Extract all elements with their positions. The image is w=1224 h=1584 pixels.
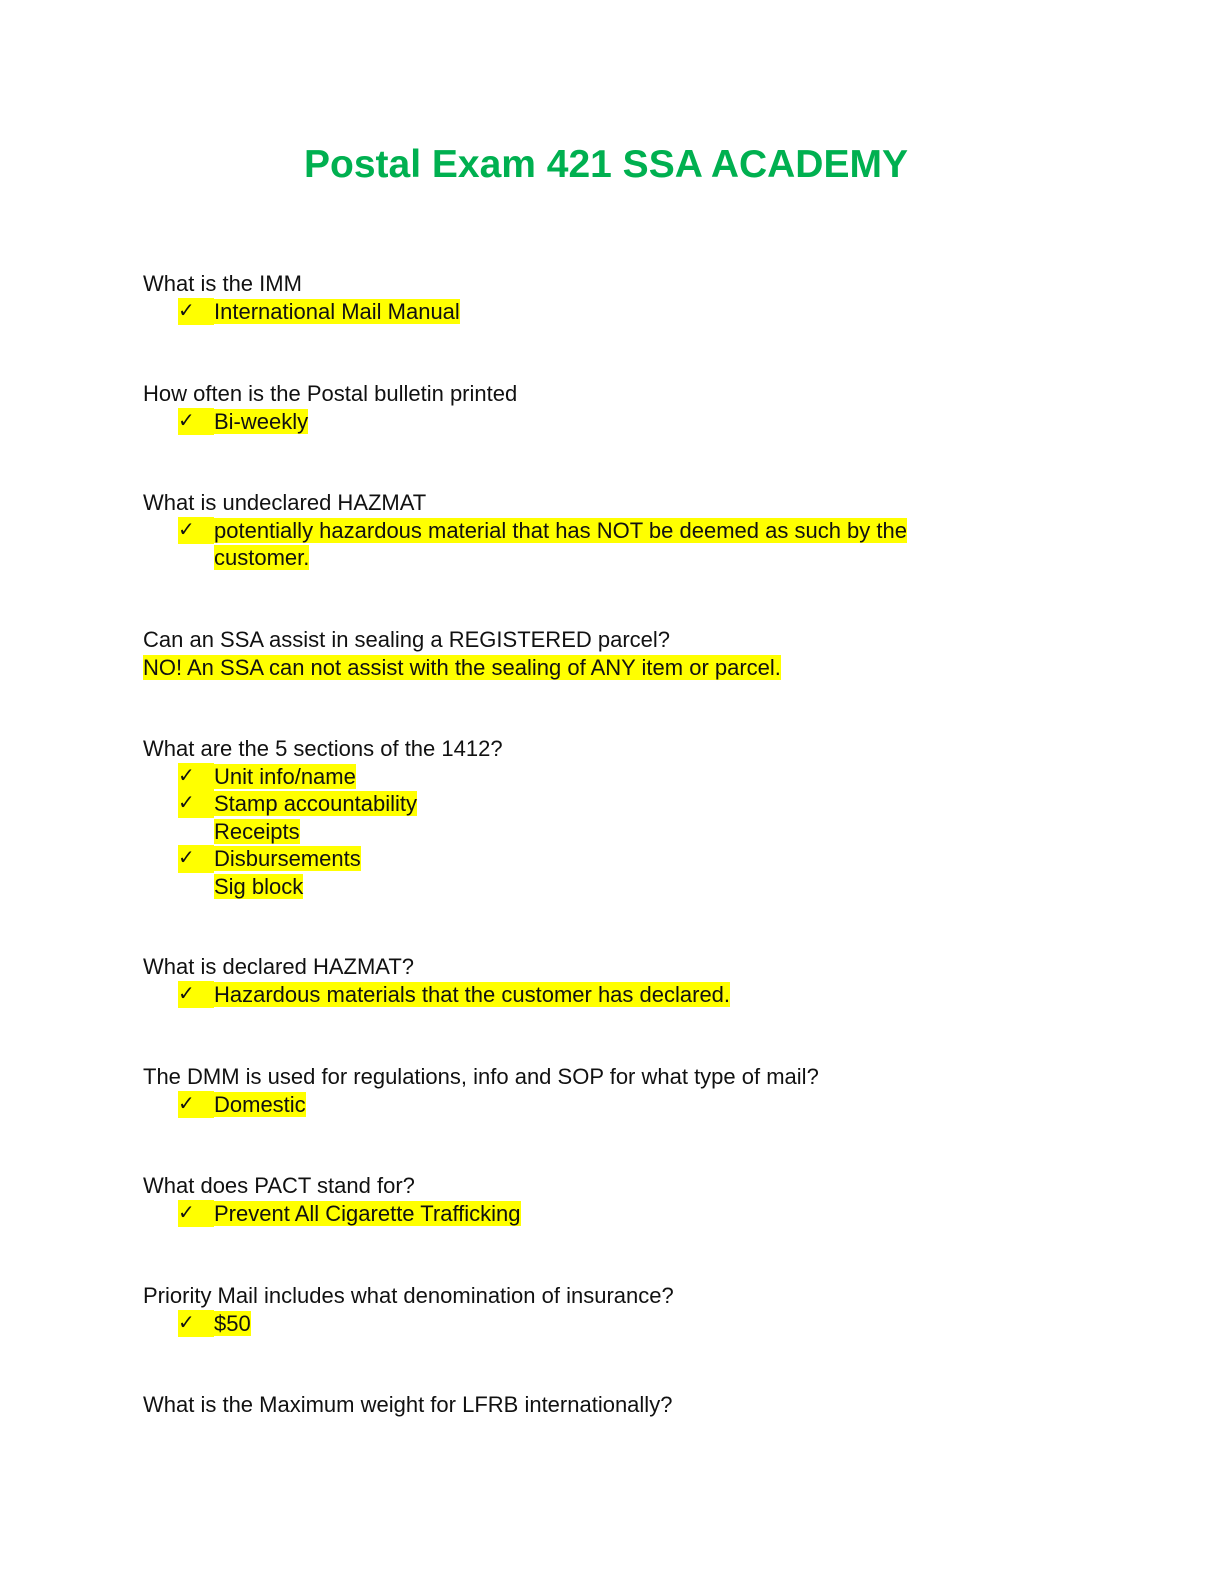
checkmark-icon: ✓ xyxy=(178,517,214,545)
answer-item xyxy=(143,408,1103,436)
question-text: What are the 5 sections of the 1412? xyxy=(143,736,503,761)
question-text: Can an SSA assist in sealing a REGISTERED parcel? xyxy=(143,627,671,652)
answer-list xyxy=(143,981,1103,1009)
answer-list xyxy=(143,408,1103,436)
answer-list xyxy=(143,1310,1103,1338)
answer-item xyxy=(143,517,1103,572)
answer-item xyxy=(143,873,1103,901)
answer-text-line1: potentially hazardous material that has NOT be deemed as such by the xyxy=(214,517,907,543)
answer-list xyxy=(143,298,1103,326)
checkmark-icon: ✓ xyxy=(178,408,214,436)
answer-text: Sig block xyxy=(214,873,304,899)
qa-block-dmm xyxy=(143,1063,1103,1118)
question-text: What is undeclared HAZMAT xyxy=(143,490,427,515)
checkmark-icon: ✓ xyxy=(178,845,214,873)
answer-text: Receipts xyxy=(214,818,300,844)
answer-item xyxy=(143,1200,1103,1228)
answer-list xyxy=(143,517,1103,572)
answer-text: Domestic xyxy=(214,1091,306,1117)
answer-item xyxy=(143,790,1103,818)
qa-block-pact xyxy=(143,1172,1103,1227)
answer-text: $50 xyxy=(214,1310,251,1336)
answer-text: Hazardous materials that the customer has declared. xyxy=(214,981,731,1007)
answer-text: Stamp accountability xyxy=(214,791,417,817)
checkmark-icon: ✓ xyxy=(178,763,214,791)
answer-item xyxy=(143,298,1103,326)
checkmark-icon: ✓ xyxy=(178,1091,214,1119)
question-text: The DMM is used for regulations, info and SOP for what type of mail? xyxy=(143,1064,819,1089)
question-text: Priority Mail includes what denomination of insurance? xyxy=(143,1283,674,1308)
answer-list xyxy=(143,1091,1103,1119)
qa-block-undeclared-hazmat xyxy=(143,489,1103,572)
answer-row xyxy=(143,654,1103,682)
answer-item xyxy=(143,1091,1103,1119)
answer-text: NO! An SSA can not assist with the sealing of ANY item or parcel. xyxy=(143,654,781,680)
question-text: How often is the Postal bulletin printed xyxy=(143,381,518,406)
qa-block-imm xyxy=(143,270,1103,325)
answer-item xyxy=(143,818,1103,846)
answer-text: Unit info/name xyxy=(214,763,356,789)
checkmark-icon: ✓ xyxy=(178,1200,214,1228)
answer-text-line2: customer. xyxy=(214,545,310,571)
qa-block-postal-bulletin xyxy=(143,380,1103,435)
qa-block-registered-parcel xyxy=(143,626,1103,681)
qa-block-priority-insurance xyxy=(143,1282,1103,1337)
checkmark-icon: ✓ xyxy=(178,1310,214,1338)
answer-text: Prevent All Cigarette Trafficking xyxy=(214,1200,521,1226)
answer-item xyxy=(143,845,1103,873)
checkmark-icon: ✓ xyxy=(178,298,214,326)
answer-text: International Mail Manual xyxy=(214,298,460,324)
answer-item xyxy=(143,1310,1103,1338)
answer-text: Disbursements xyxy=(214,846,361,872)
answer-text: Bi-weekly xyxy=(214,408,309,434)
checkmark-icon: ✓ xyxy=(178,790,214,818)
answer-item xyxy=(143,763,1103,791)
checkmark-icon: ✓ xyxy=(178,981,214,1009)
question-text: What is the Maximum weight for LFRB internationally? xyxy=(143,1392,673,1417)
answer-item xyxy=(143,981,1103,1009)
question-text: What does PACT stand for? xyxy=(143,1173,415,1198)
document-title: Postal Exam 421 SSA ACADEMY xyxy=(304,143,908,186)
qa-block-lfrb-weight xyxy=(143,1391,1103,1419)
qa-block-declared-hazmat xyxy=(143,953,1103,1008)
question-text: What is the IMM xyxy=(143,271,302,296)
qa-block-1412-sections xyxy=(143,735,1103,901)
answer-list xyxy=(143,1200,1103,1228)
question-text: What is declared HAZMAT? xyxy=(143,954,415,979)
answer-list xyxy=(143,763,1103,901)
